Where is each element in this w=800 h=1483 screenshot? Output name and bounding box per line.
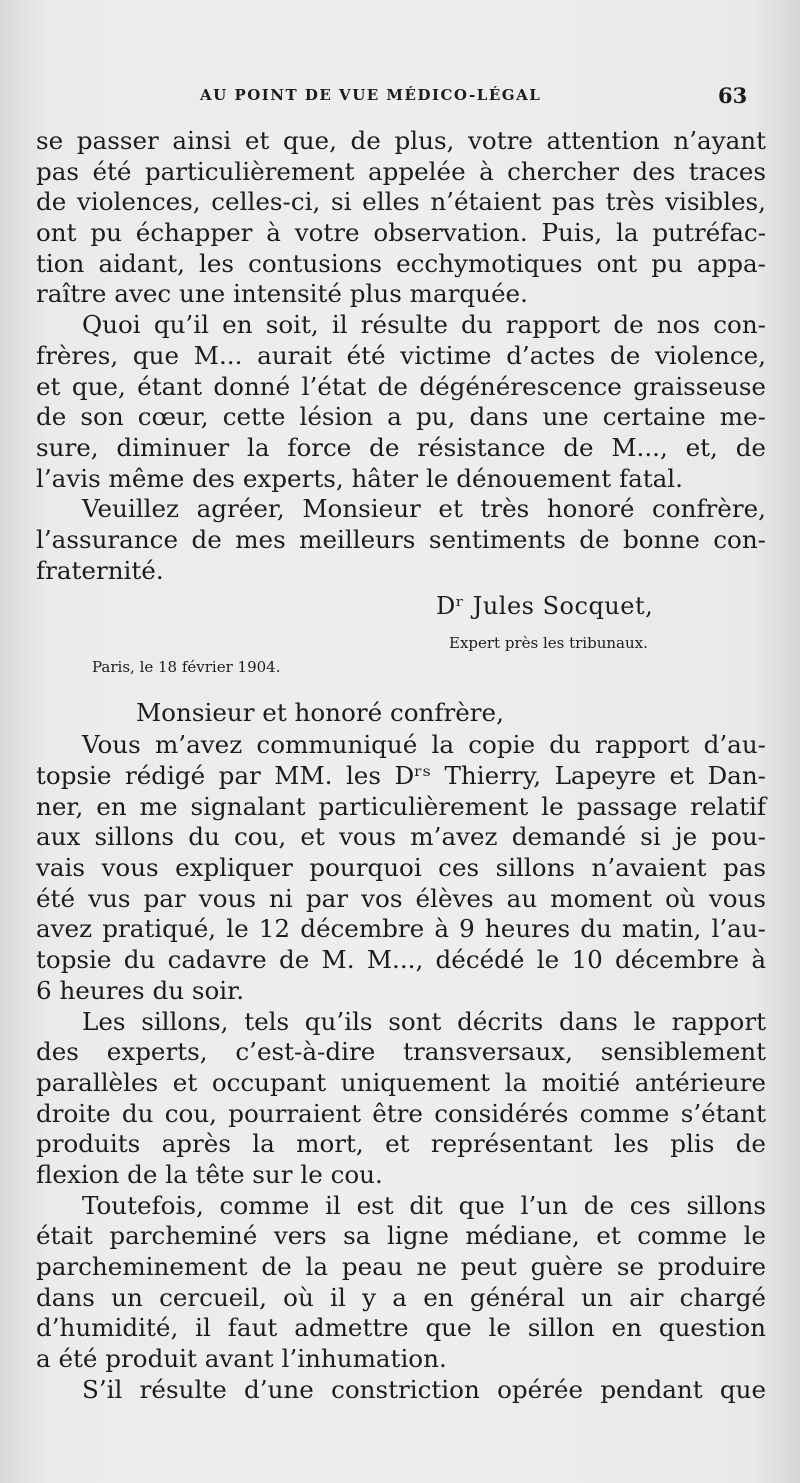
text-line: vais vous expliquer pourquoi ces sillons n’avaient pas — [36, 853, 766, 883]
text-line: était parcheminé vers sa ligne médiane, et comme le — [36, 1221, 766, 1251]
text-line: a été produit avant l’inhumation. — [36, 1344, 447, 1374]
signature-name: Dʳ Jules Socquet, — [436, 592, 654, 621]
text-line: topsie rédigé par MM. les Dʳˢ Thierry, Lapeyre et Dan- — [36, 761, 766, 790]
text-line: ner, en me signalant particulièrement le passage relatif — [36, 791, 766, 821]
signature-block — [36, 586, 766, 696]
text-line: avez pratiqué, le 12 décembre à 9 heures du matin, l’au- — [36, 914, 766, 944]
page-header — [0, 83, 800, 116]
text-line: été vus par vous ni par vos élèves au moment où vous — [36, 883, 766, 913]
paragraph-start-line: Quoi qu’il en soit, il résulte du rapport de nos con- — [82, 310, 766, 340]
text-line: sure, diminuer la force de résistance de M..., et, de — [36, 432, 766, 462]
text-line: parcheminement de la peau ne peut guère se produire — [36, 1252, 766, 1281]
salutation: Monsieur et honoré confrère, — [136, 698, 504, 728]
text-line: pas été particulièrement appelée à chercher des traces — [36, 156, 766, 186]
paragraph-start-line: Vous m’avez communiqué la copie du rapport d’au- — [82, 730, 766, 760]
text-line: l’assurance de mes meilleurs sentiments de bonne con- — [36, 524, 766, 554]
text-line: topsie du cadavre de M. M..., décédé le 10 décembre à — [36, 945, 766, 975]
text-line: 6 heures du soir. — [36, 975, 245, 1005]
text-line: se passer ainsi et que, de plus, votre attention n’ayant — [36, 126, 766, 155]
dateline: Paris, le 18 février 1904. — [92, 658, 281, 677]
signature-title: Expert près les tribunaux. — [449, 634, 648, 653]
text-line: de son cœur, cette lésion a pu, dans une certaine me- — [36, 402, 766, 432]
text-line: des experts, c’est-à-dire transversaux, sensiblement — [36, 1037, 766, 1067]
page-number: 63 — [718, 83, 748, 108]
text-line: droite du cou, pourraient être considérés comme s’étant — [36, 1098, 766, 1128]
paragraph-start-line: Les sillons, tels qu’ils sont décrits dans le rapport — [82, 1006, 766, 1036]
text-line: tion aidant, les contusions ecchymotiques ont pu appa- — [36, 248, 766, 278]
paragraph-start-line: Veuillez agréer, Monsieur et très honoré confrère, — [82, 494, 766, 524]
paragraph-start-line: Toutefois, comme il est dit que l’un de ces sillons — [82, 1190, 766, 1220]
text-line: produits après la mort, et représentant les plis de — [36, 1129, 766, 1159]
text-line: ont pu échapper à votre observation. Puis, la putréfac- — [36, 218, 766, 248]
text-line: dans un cercueil, où il y a en général un air chargé — [36, 1282, 766, 1312]
text-line: frères, que M... aurait été victime d’actes de violence, — [36, 340, 766, 370]
page-body — [36, 126, 766, 1405]
text-line: de violences, celles-ci, si elles n’étaient pas très visibles, — [36, 187, 766, 217]
running-head: AU POINT DE VUE MÉDICO-LÉGAL — [200, 86, 542, 104]
text-line: aux sillons du cou, et vous m’avez demandé si je pou- — [36, 822, 766, 852]
text-line: d’humidité, il faut admettre que le sillon en question — [36, 1313, 766, 1343]
paragraph-start-line: S’il résulte d’une constriction opérée pendant que — [82, 1374, 766, 1404]
text-line: fraternité. — [36, 555, 164, 585]
text-line: raître avec une intensité plus marquée. — [36, 279, 528, 309]
text-line: flexion de la tête sur le cou. — [36, 1159, 383, 1189]
text-line: et que, étant donné l’état de dégénérescence graisseuse — [36, 371, 766, 401]
text-line: l’avis même des experts, hâter le dénouement fatal. — [36, 463, 683, 493]
text-line: parallèles et occupant uniquement la moitié antérieure — [36, 1067, 766, 1097]
